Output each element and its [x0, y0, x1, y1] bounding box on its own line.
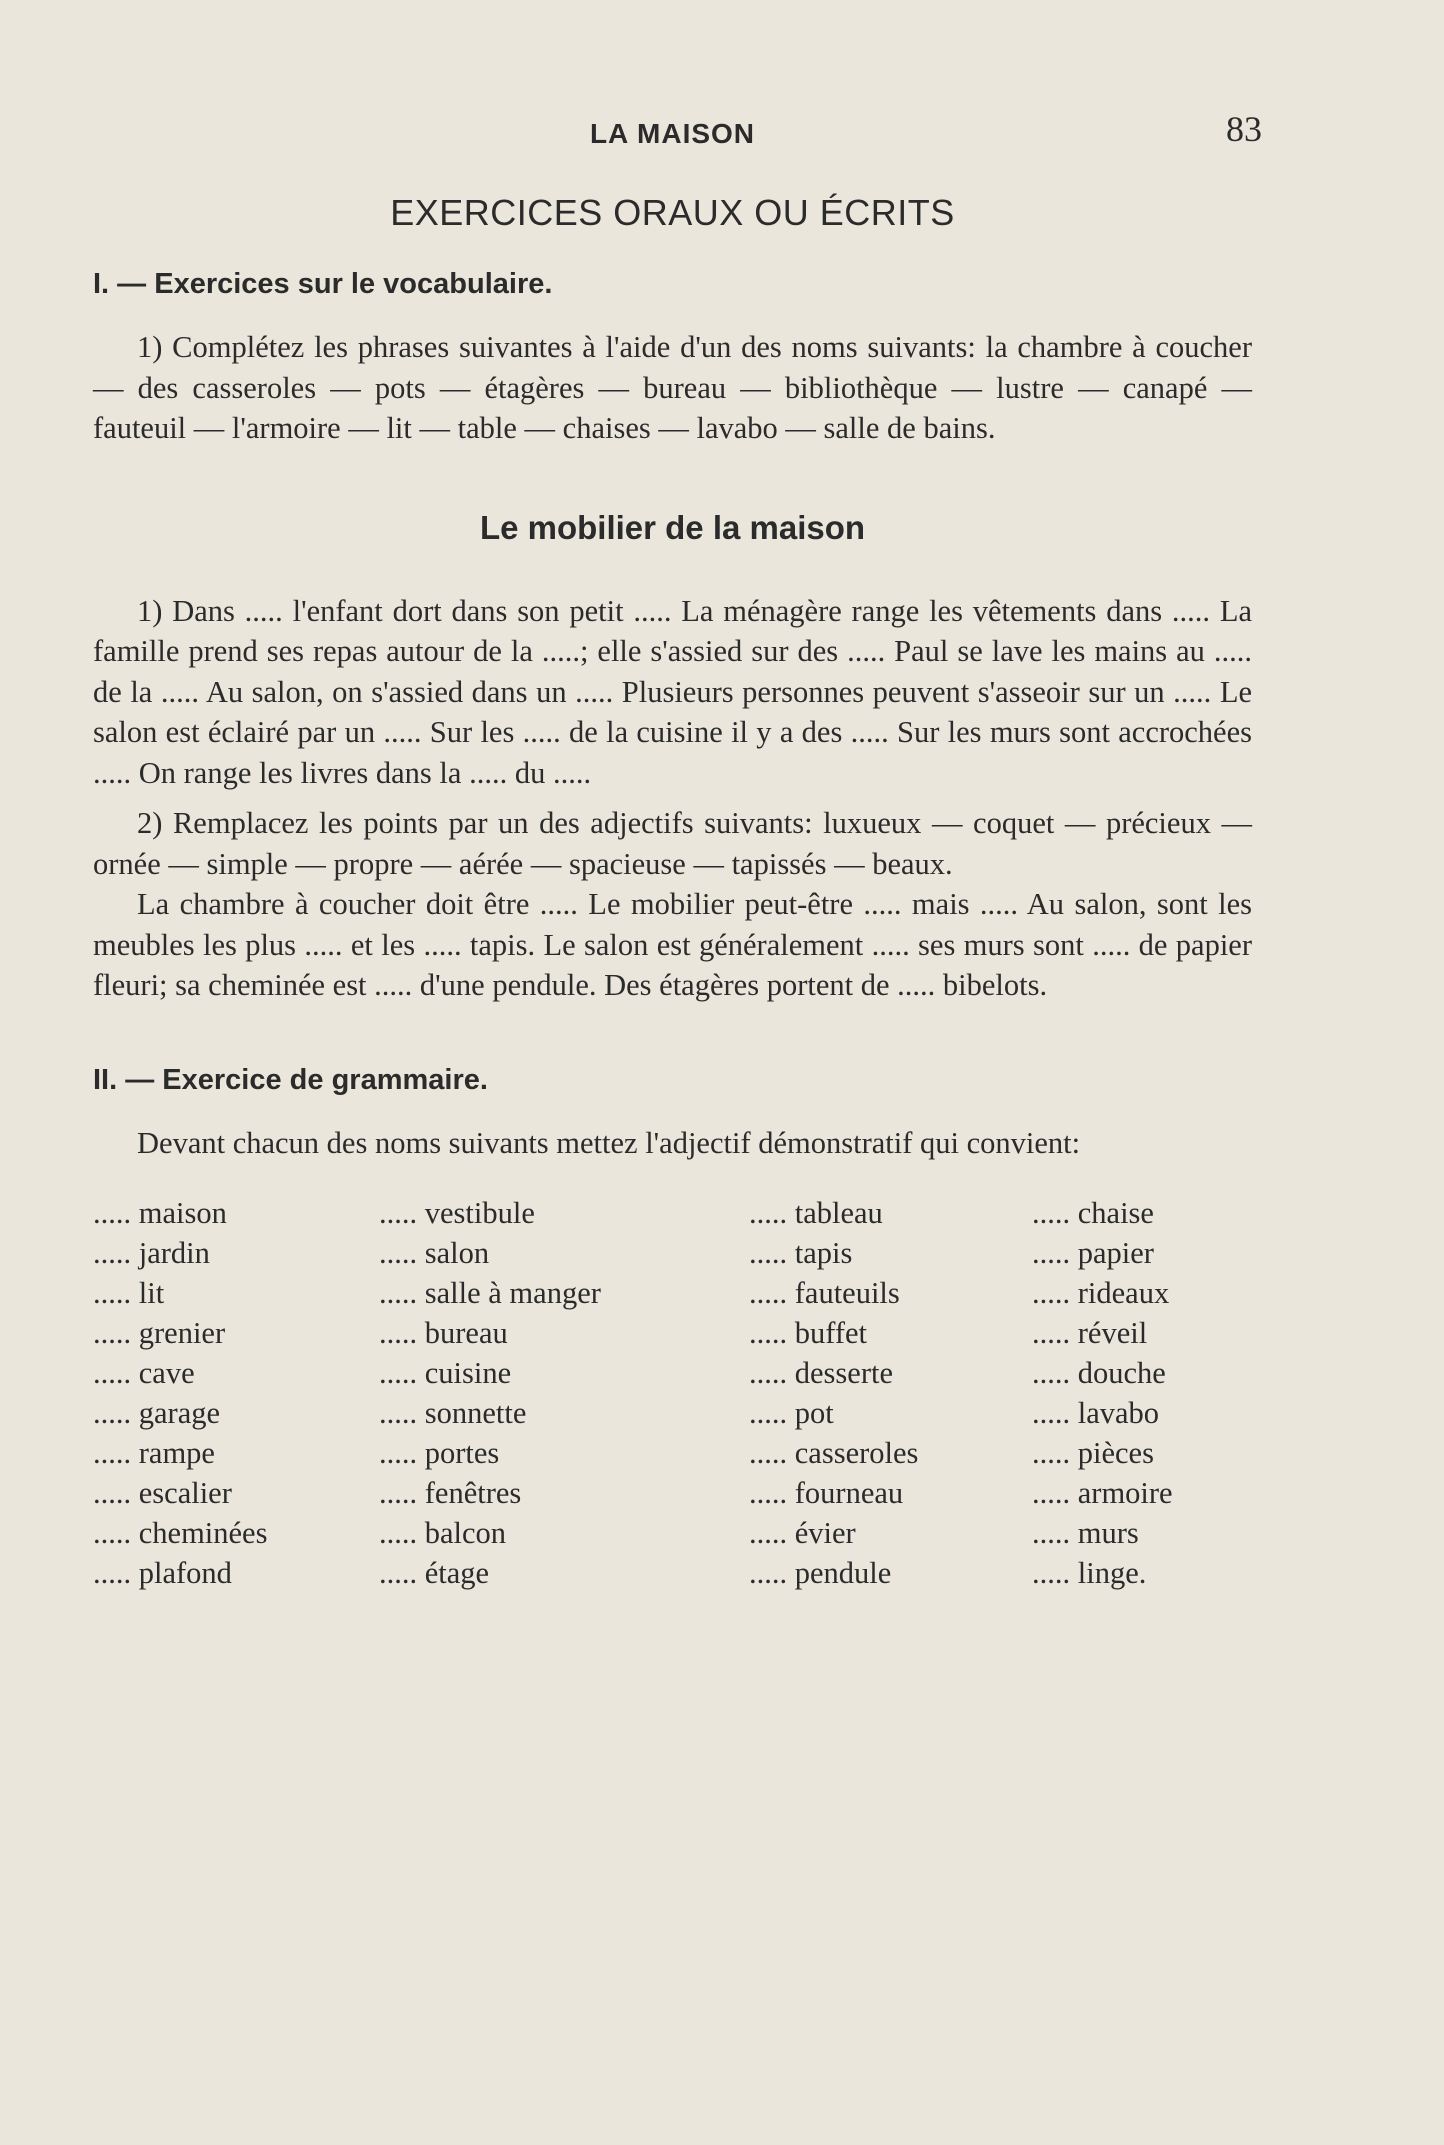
section-1-heading: I. — Exercices sur le vocabulaire.: [93, 268, 553, 300]
word-list-grid: [93, 1193, 1252, 1593]
section-2-heading: II. — Exercice de grammaire.: [93, 1063, 488, 1096]
word-item: ..... pot: [749, 1396, 834, 1430]
word-item: ..... plafond: [93, 1556, 232, 1590]
word-item: ..... lit: [93, 1276, 165, 1310]
word-item: ..... rideaux: [1032, 1276, 1170, 1310]
word-item: ..... réveil: [1032, 1316, 1148, 1350]
page-header: [93, 109, 1262, 170]
exercise-1-text: 1) Dans ..... l'enfant dort dans son petit ..... La ménagère range les vêtements dans ..... La famille prend ses repas autour de la .....; elle s'assied sur des ..... Paul se lave les mains au ..... de la ..... Au salon, on s'assied dans un ..... Plusieurs personnes peuvent s'asseoir sur un ..... Le salon est éclairé par un ..... Sur les ..... de la cuisine il y a des ..... Sur les murs sont accrochées ..... On range les livres dans la ..... du .....: [93, 593, 1252, 790]
word-item: ..... bureau: [379, 1316, 508, 1350]
word-item: ..... fenêtres: [379, 1476, 522, 1510]
exercise-2-instruction: 2) Remplacez les points par un des adjectifs suivants: luxueux — coquet — précieux — ornée — simple — propre — aérée — spacieuse — tapissés — beaux.: [93, 806, 1252, 881]
word-item: ..... tableau: [749, 1196, 883, 1230]
word-item: ..... fauteuils: [749, 1276, 900, 1310]
word-item: ..... murs: [1032, 1516, 1139, 1550]
word-item: ..... linge.: [1032, 1556, 1147, 1590]
word-item: ..... jardin: [93, 1236, 210, 1270]
word-item: ..... chaise: [1032, 1196, 1154, 1230]
word-item: ..... papier: [1032, 1236, 1154, 1270]
word-item: ..... tapis: [749, 1236, 853, 1270]
word-item: ..... casseroles: [749, 1436, 919, 1470]
word-item: ..... balcon: [379, 1516, 507, 1550]
exercise-2-text: La chambre à coucher doit être ..... Le mobilier peut-être ..... mais ..... Au salon, sont les meubles les plus ..... et les ..... tapis. Le salon est généralement ..... ses murs sont ..... de papier fleuri; sa cheminée est ..... d'une pendule. Des étagères portent de ..... bibelots.: [93, 887, 1252, 1002]
word-item: ..... buffet: [749, 1316, 868, 1350]
word-item: ..... douche: [1032, 1356, 1166, 1390]
sub-heading: Le mobilier de la maison: [479, 508, 866, 546]
word-item: ..... desserte: [749, 1356, 893, 1390]
section-1-instruction: 1) Complétez les phrases suivantes à l'aide d'un des noms suivants: la chambre à coucher — des casseroles — pots — étagères — bureau — bibliothèque — lustre — canapé — fauteuil — l'armoire — lit — table — chaises — lavabo — salle de bains.: [93, 330, 1252, 445]
word-item: ..... pièces: [1032, 1436, 1154, 1470]
word-item: ..... grenier: [93, 1316, 226, 1350]
word-item: ..... armoire: [1032, 1476, 1173, 1510]
section-2-instruction: Devant chacun des noms suivants mettez l'adjectif démonstratif qui convient:: [137, 1125, 1081, 1160]
word-item: ..... cave: [93, 1356, 195, 1390]
word-item: ..... cheminées: [93, 1516, 268, 1550]
word-item: ..... garage: [93, 1396, 221, 1430]
word-item: ..... lavabo: [1032, 1396, 1160, 1430]
word-item: ..... portes: [379, 1436, 500, 1470]
word-item: ..... étage: [379, 1556, 490, 1590]
word-item: ..... sonnette: [379, 1396, 527, 1430]
word-item: ..... salon: [379, 1236, 490, 1270]
running-title: LA MAISON: [589, 118, 756, 149]
word-item: ..... escalier: [93, 1476, 232, 1510]
word-item: ..... cuisine: [379, 1356, 512, 1390]
word-item: ..... fourneau: [749, 1476, 904, 1510]
word-item: ..... salle à manger: [379, 1276, 601, 1310]
word-item: ..... rampe: [93, 1436, 215, 1470]
page-title: EXERCICES ORAUX OU ÉCRITS: [390, 192, 955, 233]
word-item: ..... évier: [749, 1516, 856, 1550]
word-item: ..... pendule: [749, 1556, 892, 1590]
page-number: 83: [1226, 109, 1262, 149]
word-item: ..... vestibule: [379, 1196, 535, 1230]
word-item: ..... maison: [93, 1196, 227, 1230]
